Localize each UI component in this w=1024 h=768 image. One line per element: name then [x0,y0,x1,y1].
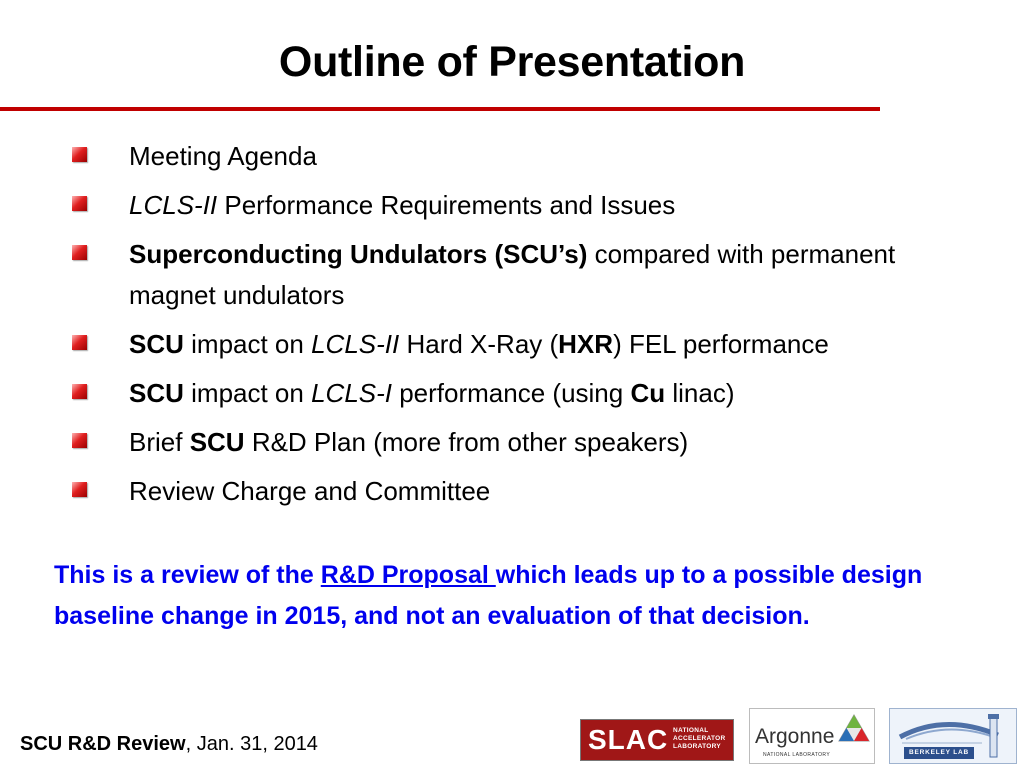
note-text-start: This is a review of the [54,561,321,589]
outline-item-text: SCU [129,329,184,359]
outline-item-text: SCU [129,378,184,408]
bullet-square-icon [72,482,87,497]
outline-item-text: impact on [183,378,312,408]
outline-item-text: Brief [129,427,190,457]
bullet-square-icon [72,147,87,162]
berkeley-lab-logo [889,708,1017,764]
outline-item-text: impact on [183,329,312,359]
outline-item [70,324,970,365]
outline-item [70,422,970,463]
rd-proposal-link[interactable]: R&D Proposal [320,561,496,589]
outline-item-text: LCLS-II [311,329,400,359]
bullet-square-icon [72,384,87,399]
note-text-end: which leads up to a possible design baseline change in 2015, and not an evaluation of that decision. [54,561,923,630]
outline-item-text: ) FEL performance [613,329,829,359]
review-note [54,555,984,637]
outline-item-text: Hard X-Ray ( [399,329,559,359]
bullet-square-icon [72,433,87,448]
argonne-triangle-icon [837,713,871,745]
footer-date: , Jan. 31, 2014 [185,733,318,755]
slide-title: Outline of Presentation [278,38,746,86]
outline-item-text: Meeting Agenda [129,141,317,171]
outline-item-text: performance (using [392,378,631,408]
bullet-square-icon [72,335,87,350]
berkeley-lab-wordmark: BERKELEY LAB [904,747,974,759]
footer-event-name: SCU R&D Review [20,733,186,755]
outline-item-text: Superconducting Undulators (SCU’s) [129,239,588,269]
outline-item-text: SCU [189,427,245,457]
argonne-logo [749,708,875,764]
slac-sub-line: ACCELERATOR [673,735,726,742]
outline-item-text: R&D Plan (more from other speakers) [244,427,689,457]
slide-footer [20,733,318,756]
outline-item [70,471,970,512]
outline-item-text: linac) [665,378,735,408]
outline-item-text: Cu [630,378,666,408]
outline-item [70,136,970,177]
slac-sub-line: LABORATORY [673,743,722,750]
argonne-logo-word: Argonne [755,725,835,748]
bullet-square-icon [72,245,87,260]
title-underline [0,107,880,111]
bullet-square-icon [72,196,87,211]
slac-logo-word: SLAC [588,724,669,755]
outline-item-text: HXR [558,329,614,359]
outline-item [70,234,970,316]
outline-item-text: LCLS-I [311,378,392,408]
outline-item-text: LCLS-II [129,190,218,220]
outline-item [70,185,970,226]
slac-logo-subtitle [673,727,726,751]
argonne-logo-subtitle: NATIONAL LABORATORY [763,752,831,758]
outline-item [70,373,970,414]
outline-item-text: Performance Requirements and Issues [217,190,676,220]
outline-item-text: compared with permanent magnet undulators [129,239,896,310]
slac-sub-line: NATIONAL [673,727,709,734]
outline-item-text: Review Charge and Committee [129,476,491,506]
outline-list [70,136,970,520]
slac-logo [580,719,734,761]
